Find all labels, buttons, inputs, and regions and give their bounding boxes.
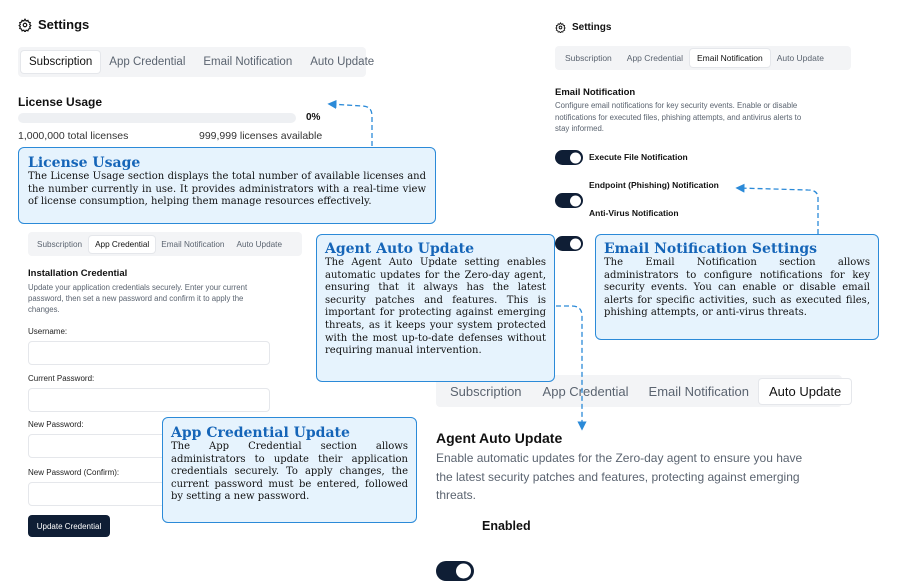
callout-body: The Agent Auto Update setting enables automatic updates for the Zero-day agent, ensuring that it always has the latest security patches and features. This is important for protecting against emerging threats, as it keeps your system protected with the most up-to-date defenses without requiring manual intervention. (325, 257, 546, 357)
callout-title: Email Notification Settings (604, 241, 818, 257)
license-usage-percent: 0% (306, 112, 321, 123)
tab-auto-update[interactable]: Auto Update (759, 379, 851, 404)
tab-email-notification[interactable]: Email Notification (690, 49, 770, 67)
tab-email-notification[interactable]: Email Notification (203, 56, 293, 68)
tab-email-notification[interactable]: Email Notification (648, 383, 749, 399)
license-progress-bar (18, 113, 296, 123)
update-credential-button[interactable]: Update Credential (28, 515, 110, 537)
email-notification-description: Configure email notifications for key security events. Enable or disable notifications for executed files, phishing attempts, and antivirus alerts to stay informed. (555, 101, 802, 133)
auto-update-enabled-label: Enabled (482, 519, 531, 533)
agent-auto-update-callout (316, 234, 555, 382)
license-usage-callout (18, 147, 436, 224)
tab-auto-update[interactable]: Auto Update (776, 53, 824, 63)
tab-auto-update[interactable]: Auto Update (310, 56, 375, 68)
license-usage-heading: License Usage (18, 95, 103, 109)
tab-email-notification[interactable]: Email Notification (161, 239, 225, 249)
tab-app-credential[interactable]: App Credential (542, 383, 629, 399)
username-label: Username: (28, 327, 68, 336)
settings-heading: Settings (572, 22, 612, 33)
gear-icon (18, 18, 32, 32)
tab-app-credential[interactable]: App Credential (626, 53, 684, 63)
tab-subscription[interactable]: Subscription (450, 383, 522, 399)
settings-heading: Settings (38, 17, 90, 32)
current-password-label: Current Password: (28, 374, 95, 383)
new-password-confirm-label: New Password (Confirm): (28, 468, 120, 477)
app-credential-callout (162, 417, 417, 523)
total-licenses: 1,000,000 total licenses (18, 130, 129, 142)
gear-icon (555, 22, 566, 33)
agent-auto-update-description: Enable automatic updates for the Zero-day agent to ensure you have the latest security patches and features, protecting against emerging threats. (436, 451, 803, 502)
new-password-label: New Password: (28, 420, 84, 429)
auto-update-arrow (556, 306, 582, 428)
callout-body: The App Credential section allows administrators to update their application credentials securely. To apply changes, the current password must be entered, followed by setting a new password. (171, 441, 408, 503)
anti-virus-toggle[interactable] (555, 236, 583, 251)
available-licenses: 999,999 licenses available (199, 130, 323, 142)
callout-title: Agent Auto Update (325, 241, 475, 257)
execute-file-label: Execute File Notification (589, 152, 688, 162)
callout-body: The Email Notification section allows administrators to configure notifications for key security events. You can enable or disable email alerts for specific activities, such as executed files, phishing attempts, or anti-virus threats. (604, 257, 870, 319)
endpoint-phishing-toggle[interactable] (555, 193, 583, 208)
callout-title: License Usage (28, 155, 141, 171)
anti-virus-label: Anti-Virus Notification (589, 208, 679, 218)
callout-body: The License Usage section displays the total number of available licenses and the number currently in use. It provides administrators with a real-time view of license consumption, helping them manage resources effectively. (28, 171, 426, 208)
tab-subscription[interactable]: Subscription (21, 51, 100, 73)
tab-app-credential[interactable]: App Credential (89, 236, 155, 253)
tab-subscription[interactable]: Subscription (37, 239, 83, 249)
auto-update-toggle[interactable] (436, 561, 474, 581)
email-arrow (738, 188, 818, 234)
tab-app-credential[interactable]: App Credential (109, 56, 186, 68)
email-settings-title (555, 22, 611, 33)
execute-file-toggle[interactable] (555, 150, 583, 165)
tab-auto-update[interactable]: Auto Update (236, 239, 283, 249)
email-notification-heading: Email Notification (555, 87, 636, 98)
endpoint-phishing-label: Endpoint (Phishing) Notification (589, 180, 719, 190)
email-notification-callout (595, 234, 879, 340)
callout-title: App Credential Update (171, 425, 350, 441)
installation-credential-heading: Installation Credential (28, 268, 128, 279)
license-tabbar (18, 47, 375, 77)
current-password-input[interactable] (28, 388, 270, 412)
license-settings-title (18, 17, 89, 32)
tab-subscription[interactable]: Subscription (565, 53, 612, 63)
agent-auto-update-heading: Agent Auto Update (436, 430, 563, 446)
username-input[interactable] (28, 341, 270, 365)
credential-tabbar (28, 232, 302, 256)
license-arrow (330, 104, 372, 146)
email-tabbar (555, 46, 851, 70)
installation-credential-description: Update your application credentials securely. Enter your current password, then set a new password and confirm it to apply the changes. (28, 283, 248, 314)
